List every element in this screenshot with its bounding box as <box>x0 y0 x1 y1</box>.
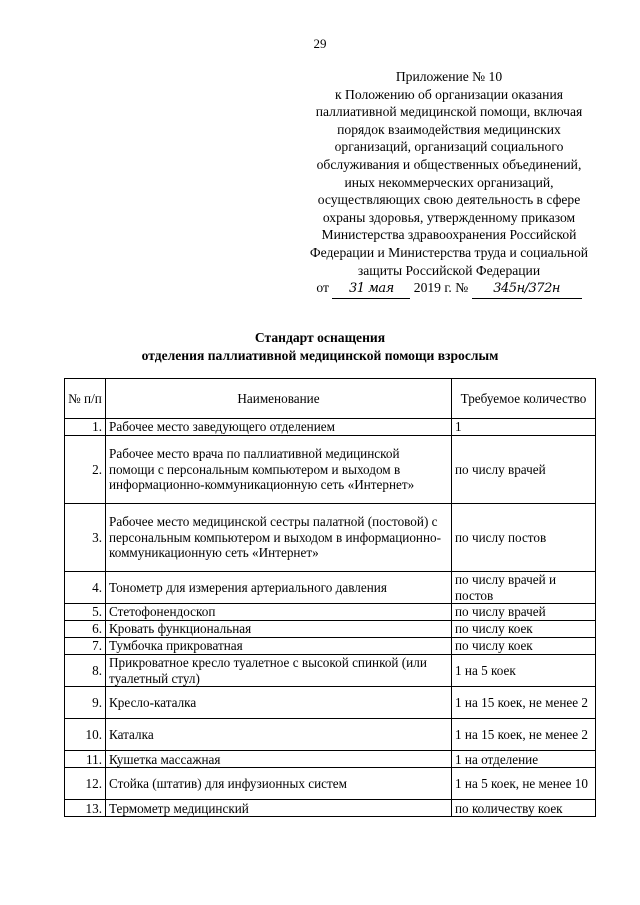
appendix-line: Приложение № 10 <box>395 69 503 84</box>
row-quantity: по числу врачей и постов <box>452 572 596 604</box>
table-row <box>65 638 596 655</box>
table-row <box>65 604 596 621</box>
table-row <box>65 800 596 817</box>
table-row <box>65 572 596 604</box>
appendix-line: осуществляющих свою деятельность в сфере <box>317 192 581 208</box>
appendix-line: порядок взаимодействия медицинских <box>337 121 561 137</box>
row-number: 11. <box>65 751 106 768</box>
row-number: 6. <box>65 621 106 638</box>
row-name: Кушетка массажная <box>106 751 452 768</box>
appendix-block <box>288 68 610 299</box>
row-number: 12. <box>65 768 106 800</box>
appendix-line: обслуживания и общественных объединений, <box>316 156 582 172</box>
row-name: Каталка <box>106 719 452 751</box>
page-number: 29 <box>313 36 327 51</box>
header-qty: Требуемое количество <box>452 379 596 419</box>
row-quantity: по числу коек <box>452 638 596 655</box>
appendix-line: паллиативной медицинской помощи, включая <box>315 104 583 120</box>
row-quantity: 1 <box>452 419 596 436</box>
table-row <box>65 436 596 504</box>
row-number: 10. <box>65 719 106 751</box>
handwritten-order-number: 345н/372н <box>472 280 582 299</box>
order-prefix: от <box>316 280 329 296</box>
row-quantity: по числу врачей <box>452 436 596 504</box>
document-title <box>0 329 640 365</box>
title-line-1: Стандарт оснащения <box>254 330 386 345</box>
row-quantity: по числу коек <box>452 621 596 638</box>
table-row <box>65 768 596 800</box>
row-name: Рабочее место заведующего отделением <box>106 419 452 436</box>
row-quantity: по числу врачей <box>452 604 596 621</box>
table-row <box>65 621 596 638</box>
row-quantity: 1 на 5 коек <box>452 655 596 687</box>
table-row <box>65 687 596 719</box>
row-name: Тумбочка прикроватная <box>106 638 452 655</box>
order-year: 2019 г. № <box>413 280 469 296</box>
table-body <box>65 419 596 817</box>
appendix-line: Министерства здравоохранения Российской <box>321 227 577 243</box>
row-number: 8. <box>65 655 106 687</box>
appendix-line: организаций, организаций социального <box>334 139 564 155</box>
row-number: 1. <box>65 419 106 436</box>
row-name: Стойка (штатив) для инфузионных систем <box>106 768 452 800</box>
handwritten-date: 31 мая <box>332 280 410 299</box>
row-quantity: 1 на отделение <box>452 751 596 768</box>
row-quantity: 1 на 5 коек, не менее 10 <box>452 768 596 800</box>
equipment-table <box>64 378 596 817</box>
row-name: Кровать функциональная <box>106 621 452 638</box>
table-row <box>65 504 596 572</box>
row-name: Тонометр для измерения артериального давления <box>106 572 452 604</box>
appendix-line: к Положению об организации оказания <box>335 86 563 102</box>
title-line-2: отделения паллиативной медицинской помощи взрослым <box>141 348 499 363</box>
row-name: Кресло-каталка <box>106 687 452 719</box>
row-number: 7. <box>65 638 106 655</box>
row-quantity: 1 на 15 коек, не менее 2 <box>452 719 596 751</box>
row-number: 4. <box>65 572 106 604</box>
row-quantity: по числу постов <box>452 504 596 572</box>
row-name: Термометр медицинский <box>106 800 452 817</box>
table-row <box>65 719 596 751</box>
row-number: 3. <box>65 504 106 572</box>
header-num: № п/п <box>65 379 106 419</box>
table-header-row <box>65 379 596 419</box>
table-row <box>65 751 596 768</box>
appendix-line: иных некоммерческих организаций, <box>344 174 554 190</box>
row-number: 13. <box>65 800 106 817</box>
row-number: 2. <box>65 436 106 504</box>
appendix-line: охраны здоровья, утвержденному приказом <box>322 209 576 225</box>
row-name: Стетофонендоскоп <box>106 604 452 621</box>
table-row <box>65 419 596 436</box>
row-number: 5. <box>65 604 106 621</box>
row-name: Рабочее место медицинской сестры палатной (постовой) с персональным компьютером и выходом в информационно-коммуникационную сеть «Интернет» <box>106 504 452 572</box>
row-quantity: по количеству коек <box>452 800 596 817</box>
table-row <box>65 655 596 687</box>
row-quantity: 1 на 15 коек, не менее 2 <box>452 687 596 719</box>
appendix-line: защиты Российской Федерации <box>357 262 541 278</box>
row-name: Рабочее место врача по паллиативной медицинской помощи с персональным компьютером и выходом в информационно-коммуникационную сеть «Интернет» <box>106 436 452 504</box>
row-name: Прикроватное кресло туалетное с высокой спинкой (или туалетный стул) <box>106 655 452 687</box>
appendix-line: Федерации и Министерства труда и социальной <box>309 244 589 260</box>
order-reference <box>288 279 610 299</box>
row-number: 9. <box>65 687 106 719</box>
header-name: Наименование <box>106 379 452 419</box>
